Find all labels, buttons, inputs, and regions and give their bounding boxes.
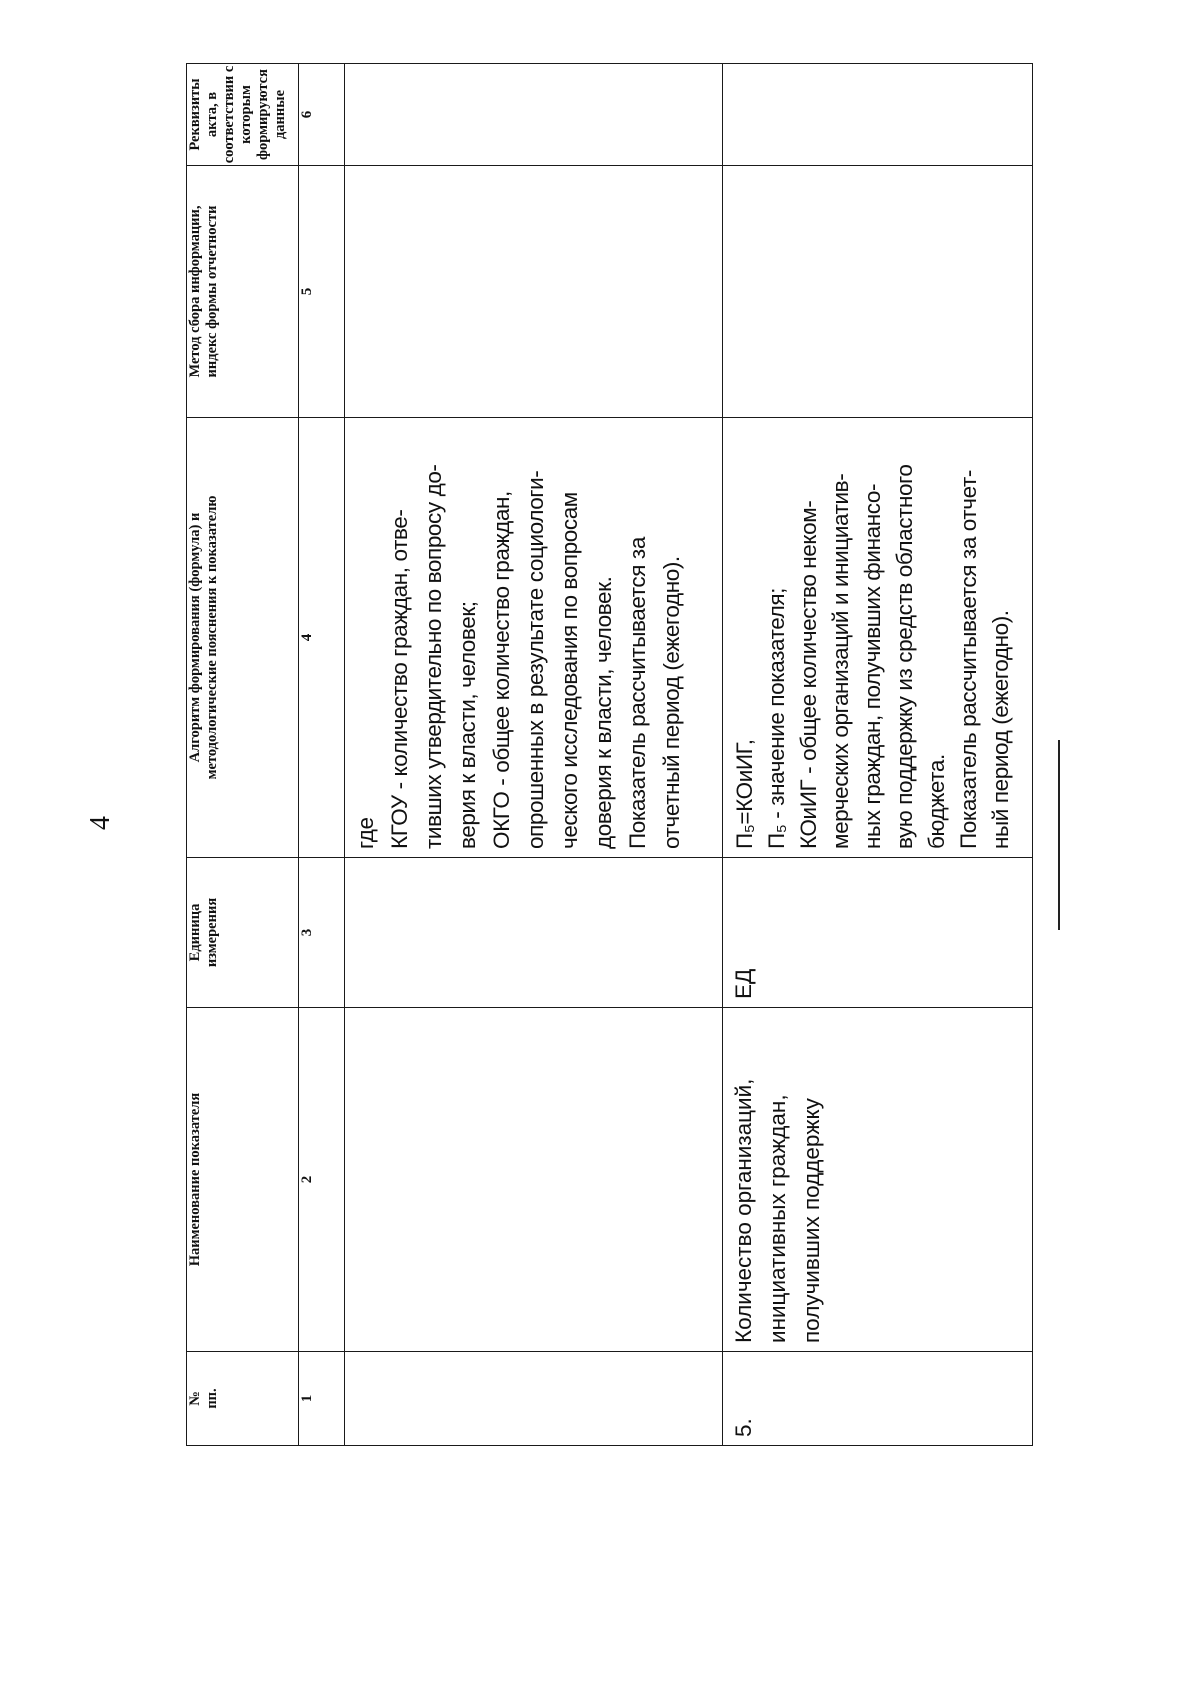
row-unit-cell: ЕД: [723, 858, 1033, 1008]
header-unit: Единица измерения: [187, 858, 299, 1008]
column-number: 3: [299, 858, 345, 1008]
name-line: получивших поддержку: [799, 1098, 824, 1343]
table-rotated-container: [186, 64, 1032, 1446]
end-of-table-divider: [1058, 740, 1060, 930]
algorithm-line: ОКГО - общее количество граждан,: [489, 491, 514, 849]
page-number: 4: [85, 816, 116, 830]
algorithm-line: П₅=КОиИГ,: [732, 739, 757, 849]
column-number: 4: [299, 418, 345, 858]
column-number: 2: [299, 1008, 345, 1352]
row-name-cell: [723, 1008, 1033, 1352]
algorithm-line: КОиИГ - общее количество неком-: [796, 500, 821, 849]
row-requisites-cell: [723, 64, 1033, 166]
algorithm-line: вую поддержку из средств областного: [892, 464, 917, 849]
row-requisites-cell: [345, 64, 723, 166]
row-method-cell: [723, 166, 1033, 418]
column-number: 1: [299, 1352, 345, 1446]
algorithm-line: бюджета.: [924, 754, 949, 849]
algorithm-line: тивших утвердительно по вопросу до-: [421, 464, 446, 849]
column-number-row: [299, 64, 345, 1446]
algorithm-line: П₅ - значение показателя;: [764, 588, 789, 849]
algorithm-line: доверия к власти, человек.: [591, 576, 616, 849]
row-no-cell: [345, 1352, 723, 1446]
algorithm-line: отчетный период (ежегодно).: [659, 556, 684, 849]
name-line: инициативных граждан,: [765, 1094, 790, 1343]
algorithm-line: ных граждан, получивших финансо-: [860, 483, 885, 849]
algorithm-line: КГОУ - количество граждан, отве-: [387, 509, 412, 849]
header-row: [187, 64, 299, 1446]
indicators-table: [186, 63, 1033, 1446]
algorithm-line: опрошенных в результате социологи-: [523, 470, 548, 849]
header-requisites: Реквизиты акта, в соответствии с которым формируются данные: [187, 64, 299, 166]
algorithm-line: мерческих организаций и инициатив-: [828, 473, 853, 849]
algorithm-line: верия к власти, человек;: [455, 601, 480, 849]
algorithm-line: Показатель рассчитывается за отчет-: [956, 470, 981, 849]
column-number: 5: [299, 166, 345, 418]
header-name: Наименование показателя: [187, 1008, 299, 1352]
algorithm-line: где: [353, 817, 378, 849]
header-no: № пп.: [187, 1352, 299, 1446]
table-row: [345, 64, 723, 1446]
algorithm-line: ный период (ежегодно).: [988, 610, 1013, 849]
row-algorithm-cell: [345, 418, 723, 858]
name-line: Количество организаций,: [731, 1078, 756, 1343]
algorithm-line: ческого исследования по вопросам: [557, 492, 582, 849]
table-row: [723, 64, 1033, 1446]
row-name-cell: [345, 1008, 723, 1352]
row-algorithm-cell: [723, 418, 1033, 858]
row-no-cell: 5.: [723, 1352, 1033, 1446]
header-method: Метод сбора информации, индекс формы отчетности: [187, 166, 299, 418]
column-number: 6: [299, 64, 345, 166]
row-unit-cell: [345, 858, 723, 1008]
header-algorithm: Алгоритм формирования (формула) и методологические пояснения к показателю: [187, 418, 299, 858]
algorithm-line: Показатель рассчитывается за: [625, 537, 650, 849]
row-method-cell: [345, 166, 723, 418]
